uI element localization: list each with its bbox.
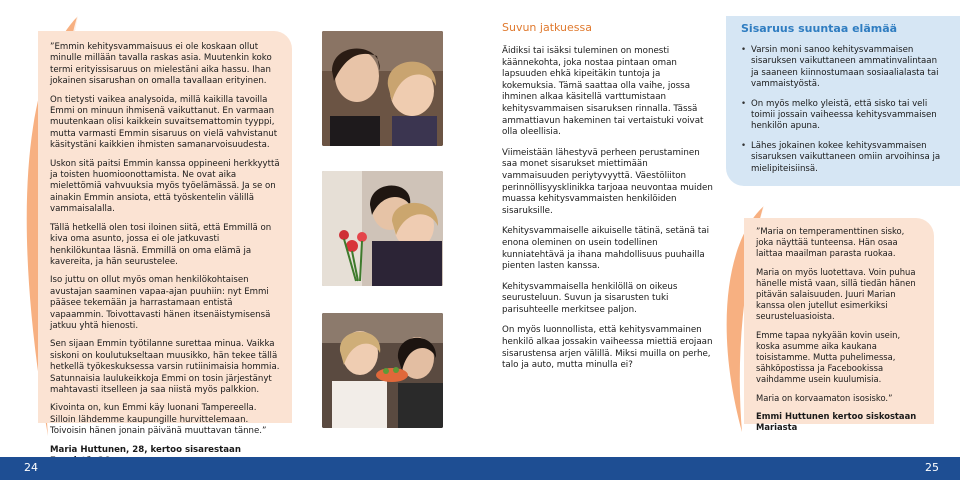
info-box-title: Sisaruus suuntaa elämää [741, 22, 898, 35]
left-quote-paragraph: Iso juttu on ollut myös oman henkilökohtaisen avustajan saaminen vapaa-ajan puuhiin: nyt Emmi pääsee tekemään ja harrastamaan entistä vapaammin. Toivottavasti hänen itsenäistymisensä jatkuu yhtä hienosti. [50, 275, 271, 331]
page-number-right: 25 [925, 461, 939, 474]
middle-column [502, 46, 714, 381]
list-item: • On myös melko yleistä, että sisko tai veli toimii jossain vaiheessa kehitysvammaisen henkilön apuna. [741, 99, 946, 133]
left-quote-paragraph: Tällä hetkellä olen tosi iloinen siitä, että Emmillä on kiva oma asunto, jossa ei ole jatkuvasti henkilökuntaa läsnä. Emmillä on oma elämä ja kavereita, ja hän seurustelee. [50, 222, 272, 267]
info-box-list [741, 45, 946, 183]
middle-paragraph: On myös luonnollista, että kehitysvammainen henkilö alkaa jossakin vaiheessa miettiä erojaan sisarustensa arjen välillä. Miksi muilla on perhe, talo ja auto, mutta minulla ei? [502, 325, 713, 371]
middle-paragraph: Kehitysvammaiselle aikuiselle tätinä, setänä tai enona oleminen on usein todellinen kunniatehtävä ja ihana mahdollisuus puuhailla pienten lasten kanssa. [502, 226, 709, 272]
right-quote-paragraph: ”Maria on temperamenttinen sisko, joka näyttää tunteensa. Hän osaa laittaa maailman parasta ruokaa. [756, 226, 905, 259]
middle-paragraph: Äidiksi tai isäksi tuleminen on monesti käännekohta, joka nostaa pintaan oman lapsuuden ehkä kipeitäkin tuntoja ja kokemuksia. Tämä saattaa olla vaihe, jossa ihminen alkaa käsitellä varttumistaan kehitysvammaisen sisaruksen rinnalla. Tässä ammattiavun hakeminen tai vertaistuki voivat olla oleellisia. [502, 46, 704, 138]
footer-bar [0, 457, 960, 480]
right-quote-paragraph: Maria on korvaamaton isosisko.” [756, 392, 893, 403]
photo-sisters-cooking [322, 313, 443, 428]
list-item: • Lähes jokainen kokee kehitysvammaisen sisaruksen vaikuttaneen omiin arvoihinsa ja mielipiteisiinsä. [741, 141, 946, 175]
left-quote-box [38, 31, 292, 455]
middle-paragraph: Viimeistään lähestyvä perheen perustaminen saa monet sisarukset miettimään vammaisuuden periytyvyyttä. Väestöliiton perinnöllisyysklinikka tarjoaa neuvontaa muiden muassa kehitysvammaisten henkilöiden sisaruksille. [502, 147, 713, 216]
left-quote-signature: Maria Huttunen, 28, kertoo sisarestaan [50, 444, 241, 455]
right-quote-signature: Emmi Huttunen kertoo siskostaan Mariasta [756, 410, 917, 433]
photo-sisters-makeup [322, 31, 443, 146]
left-quote-paragraph: Kivointa on, kun Emmi käy luonani Tampereella. Silloin lähdemme kaupungille hurvittelemaan. Toivoisin hänen jonain päivänä muuttavan tänne.” [50, 403, 267, 437]
page-number-left: 24 [24, 461, 38, 474]
list-item: • Varsin moni sanoo kehitysvammaisen sisaruksen vaikuttaneen ammatinvalintaan ja saaneen kiinnostumaan sosiaalialasta tai vammaistyöstä. [741, 45, 946, 91]
right-quote-paragraph: Emme tapaa nykyään kovin usein, koska asumme aika kaukana toisistamme. Mutta puhelimessa, sähköpostissa ja Facebookissa vaihdamme usein kuulumisia. [756, 329, 901, 385]
left-quote-paragraph: Sen sijaan Emmin työtilanne surettaa minua. Vaikka siskoni on koulutukseltaan muusikko, hän tekee tällä hetkellä työkeskuksessa varsin rutiinimaisia hommia. Satunnaisia laulukeikkoja Emmi on tosin järjestänyt mahtavasti itselleen ja saa niistä myös palkkion. [50, 339, 280, 395]
left-quote-paragraph: On tietysti vaikea analysoida, millä kaikilla tavoilla Emmi on minuun ihmisenä vaikuttanut. En varmaan muutenkaan olisi kaikkein suvaitsemattomin tyyppi, mutta varmasti Emmin sisaruus on vielä vahvistanut käsitystäni kaikkien ihmisten samanarvoisuudesta. [50, 94, 278, 151]
left-quote-paragraph: ”Emmin kehitysvammaisuus ei ole koskaan ollut minulle millään tavalla raskas asia. Muutenkin koko termi erityissisaruus on mielestäni aika hassu. Ihan jokainen sisarushan on omalla tavallaan erityinen. [50, 42, 272, 87]
left-quote-paragraph: Uskon sitä paitsi Emmin kanssa oppineeni herkkyyttä ja toisten huomioonottamista. Ne ovat aika mielettömiä vahvuuksia myös työelämässä. Ja se on ainakin Emmin ansiota, että työskentelin välillä vammaisalalla. [50, 158, 280, 215]
right-quote-paragraph: Maria on myös luotettava. Voin puhua hänelle mistä vaan, sillä tiedän hänen pitävän salaisuuden. Juuri Marian kanssa olen jutellut esimerkiksi seurusteluasioista. [756, 266, 916, 322]
photo-sisters-flowers [322, 171, 443, 286]
middle-paragraph: Kehitysvammaisella henkilöllä on oikeus seurusteluun. Suvun ja sisarusten tuki parisuhteelle merkitsee paljon. [502, 281, 678, 315]
right-quote-box [744, 218, 934, 433]
section-title-suvun-jatkuessa: Suvun jatkuessa [502, 21, 592, 34]
